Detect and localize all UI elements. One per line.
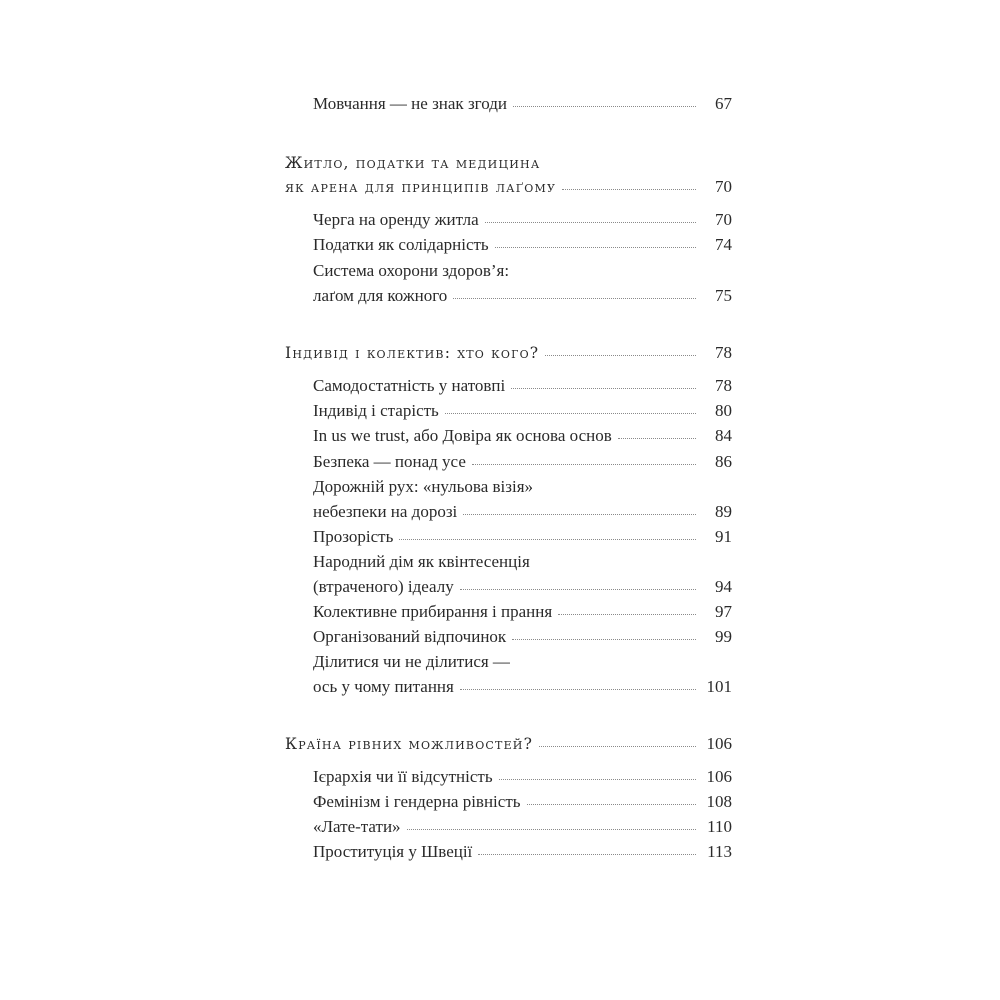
entry-title: (втраченого) ідеалу xyxy=(313,577,454,596)
section-title: Індивід і колектив: хто кого? xyxy=(285,344,540,362)
entry-page-number: 94 xyxy=(715,577,732,596)
toc-section-heading xyxy=(0,729,1000,759)
dot-leader xyxy=(499,779,696,780)
dot-leader xyxy=(511,388,696,389)
dot-leader xyxy=(460,689,696,690)
toc-entry xyxy=(0,837,1000,867)
entry-title: «Лате-тати» xyxy=(313,817,401,836)
toc-entry xyxy=(0,672,1000,702)
dot-leader xyxy=(539,746,696,747)
entry-page-number: 110 xyxy=(707,817,732,836)
entry-page-number: 113 xyxy=(707,842,732,861)
entry-page-number: 70 xyxy=(715,210,732,229)
entry-page-number: 80 xyxy=(715,401,732,420)
entry-title: Податки як солідарність xyxy=(313,235,489,254)
entry-title: лаґом для кожного xyxy=(313,286,448,305)
toc-entry xyxy=(0,89,1000,119)
toc-section-heading xyxy=(0,338,1000,368)
entry-page-number: 106 xyxy=(706,767,732,786)
dot-leader xyxy=(460,589,696,590)
entry-title: Ієрархія чи її відсутність xyxy=(313,767,493,786)
dot-leader xyxy=(463,514,696,515)
section-title: як арена для принципів лаґому xyxy=(285,178,557,196)
entry-page-number: 97 xyxy=(715,602,732,621)
dot-leader xyxy=(512,639,696,640)
entry-page-number: 99 xyxy=(715,627,732,646)
entry-page-number: 101 xyxy=(706,677,732,696)
entry-page-number: 70 xyxy=(715,177,732,196)
entry-title: Організований відпочинок xyxy=(313,627,507,646)
entry-page-number: 75 xyxy=(715,286,732,305)
entry-page-number: 84 xyxy=(715,426,732,445)
entry-title: Прозорість xyxy=(313,527,394,546)
entry-page-number: 74 xyxy=(715,235,732,254)
entry-title: Система охорони здоров’я: xyxy=(313,261,510,280)
entry-title: Самодостатність у натовпі xyxy=(313,376,506,395)
entry-title: Колективне прибирання і прання xyxy=(313,602,553,621)
dot-leader xyxy=(478,854,696,855)
dot-leader xyxy=(407,829,696,830)
dot-leader xyxy=(485,222,696,223)
entry-page-number: 86 xyxy=(715,452,732,471)
section-title: Житло, податки та медицина xyxy=(285,154,541,172)
entry-title: ось у чому питання xyxy=(313,677,454,696)
entry-page-number: 78 xyxy=(715,376,732,395)
entry-page-number: 106 xyxy=(706,734,732,753)
entry-title: Мовчання — не знак згоди xyxy=(313,94,507,113)
dot-leader xyxy=(399,539,696,540)
entry-title: небезпеки на дорозі xyxy=(313,502,458,521)
dot-leader xyxy=(545,355,696,356)
dot-leader xyxy=(445,413,696,414)
section-title: Країна рівних можливостей? xyxy=(285,735,534,753)
entry-title: Проституція у Швеції xyxy=(313,842,473,861)
toc-section-heading xyxy=(0,172,1000,202)
entry-title: Безпека — понад усе xyxy=(313,452,466,471)
entry-title: Черга на оренду житла xyxy=(313,210,479,229)
dot-leader xyxy=(562,189,696,190)
dot-leader xyxy=(558,614,696,615)
entry-page-number: 108 xyxy=(706,792,732,811)
entry-title: In us we trust, або Довіра як основа основ xyxy=(313,426,612,445)
entry-page-number: 67 xyxy=(715,94,732,113)
dot-leader xyxy=(472,464,696,465)
dot-leader xyxy=(513,106,696,107)
entry-title: Фемінізм і гендерна рівність xyxy=(313,792,521,811)
dot-leader xyxy=(618,438,696,439)
dot-leader xyxy=(453,298,696,299)
entry-page-number: 91 xyxy=(715,527,732,546)
entry-title: Народний дім як квінтесенція xyxy=(313,552,530,571)
dot-leader xyxy=(527,804,696,805)
entry-page-number: 89 xyxy=(715,502,732,521)
entry-page-number: 78 xyxy=(715,343,732,362)
entry-title: Ділитися чи не ділитися — xyxy=(313,652,510,671)
entry-title: Дорожній рух: «нульова візія» xyxy=(313,477,534,496)
toc-entry xyxy=(0,281,1000,311)
dot-leader xyxy=(495,247,696,248)
entry-title: Індивід і старість xyxy=(313,401,439,420)
